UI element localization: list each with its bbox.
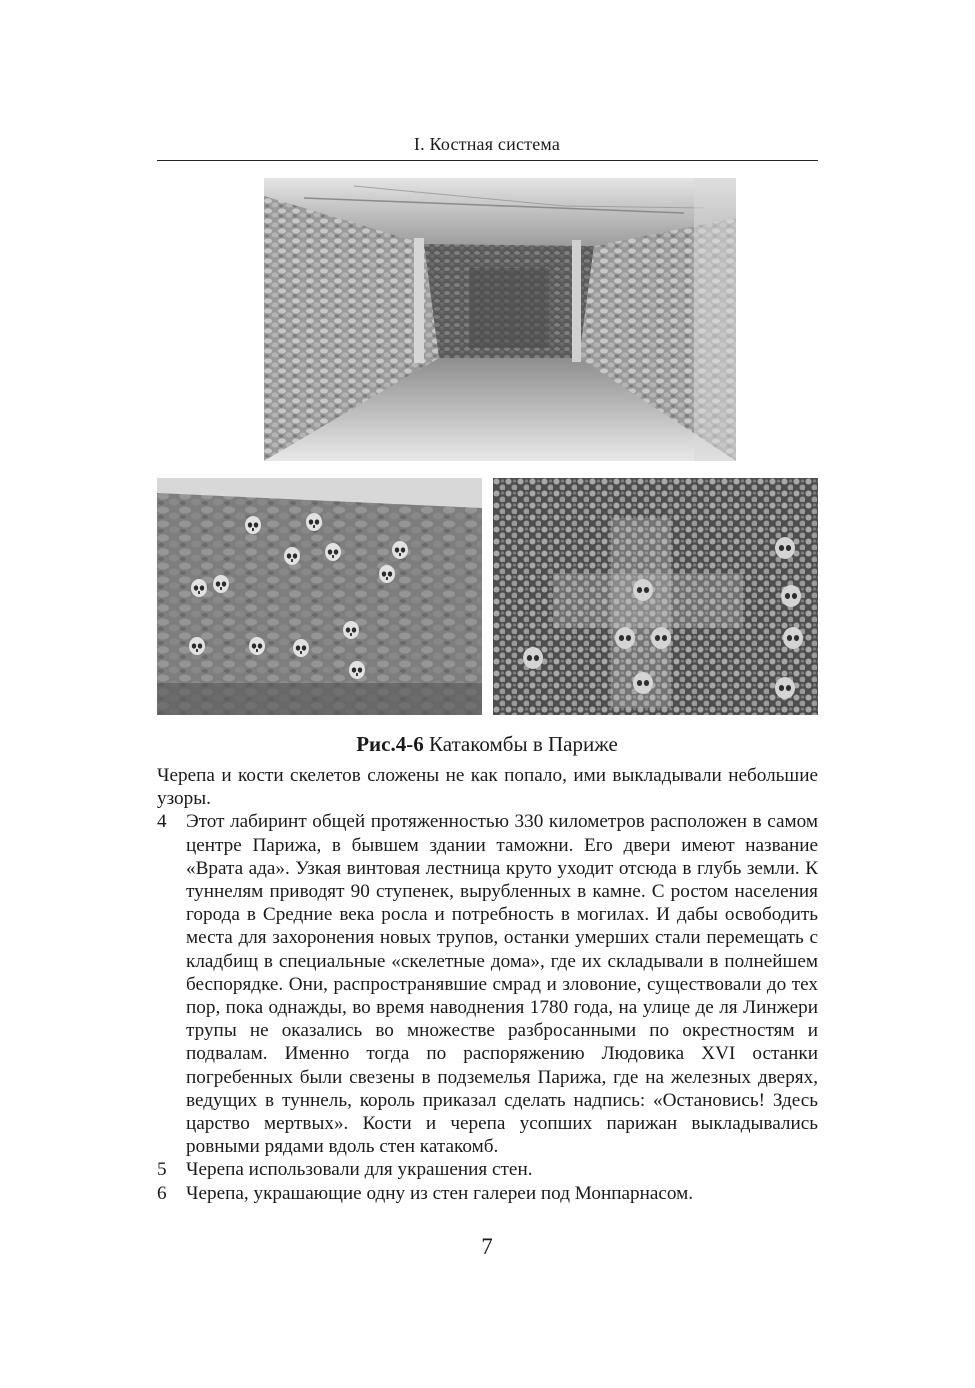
note-number: 6 xyxy=(157,1182,167,1204)
figure-caption xyxy=(157,732,817,757)
running-header: I. Костная система xyxy=(413,134,561,154)
intro-paragraph: Черепа и кости скелетов сложены не как попало, ими выкладывали небольшие узоры. xyxy=(157,765,818,810)
photo-wall-with-skulls xyxy=(157,478,482,715)
header-rule xyxy=(157,160,818,161)
note-5 xyxy=(157,1158,818,1181)
caption-label: Рис.4-6 xyxy=(356,732,424,756)
photo-bone-pattern-wall xyxy=(493,478,818,715)
note-6 xyxy=(157,1182,818,1205)
page-number: 7 xyxy=(481,1234,493,1259)
tunnel-illustration xyxy=(264,178,736,461)
note-4 xyxy=(157,810,818,1158)
note-text: Этот лабиринт общей протяженностью 330 километров расположен в самом центре Парижа, в бывшем здании таможни. Его двери имеют название «Врата ада». Узкая винтовая лестница круто уходит отсюда в глубь земли. К туннелям приводят 90 ступенек, вырубленных в камне. С ростом населения города в Средние века росла и потребность в могилах. И дабы освободить места для захоронения новых трупов, останки умерших стали перемещать с кладбищ в специальные «скелетные дома», где их складывали в полнейшем беспорядке. Они, распространявшие смрад и зловоние, существовали до тех пор, пока однажды, во время наводнения 1780 года, на улице де ля Линжери трупы не оказались во множестве разбросанными по окрестностям и подвалам. Именно тогда по распоряжению Людовика XVI останки погребенных были свезены в подземелья Парижа, где на железных дверях, ведущих в туннель, король приказал сделать надпись: «Остановись! Здесь царство мертвых». Кости и черепа усопших парижан выкладывались ровными рядами вдоль стен катакомб. xyxy=(186,811,818,1158)
caption-text: Катакомбы в Париже xyxy=(428,732,618,756)
body-text xyxy=(157,764,818,1205)
photo-catacomb-tunnel xyxy=(264,178,736,461)
skull-wall-illustration xyxy=(157,478,482,715)
note-text: Черепа, украшающие одну из стен галереи под Монпарнасом. xyxy=(186,1182,694,1204)
note-number: 5 xyxy=(157,1159,167,1181)
note-text: Черепа использовали для украшения стен. xyxy=(186,1159,533,1181)
note-number: 4 xyxy=(157,811,167,833)
bone-pattern-illustration xyxy=(493,478,818,715)
